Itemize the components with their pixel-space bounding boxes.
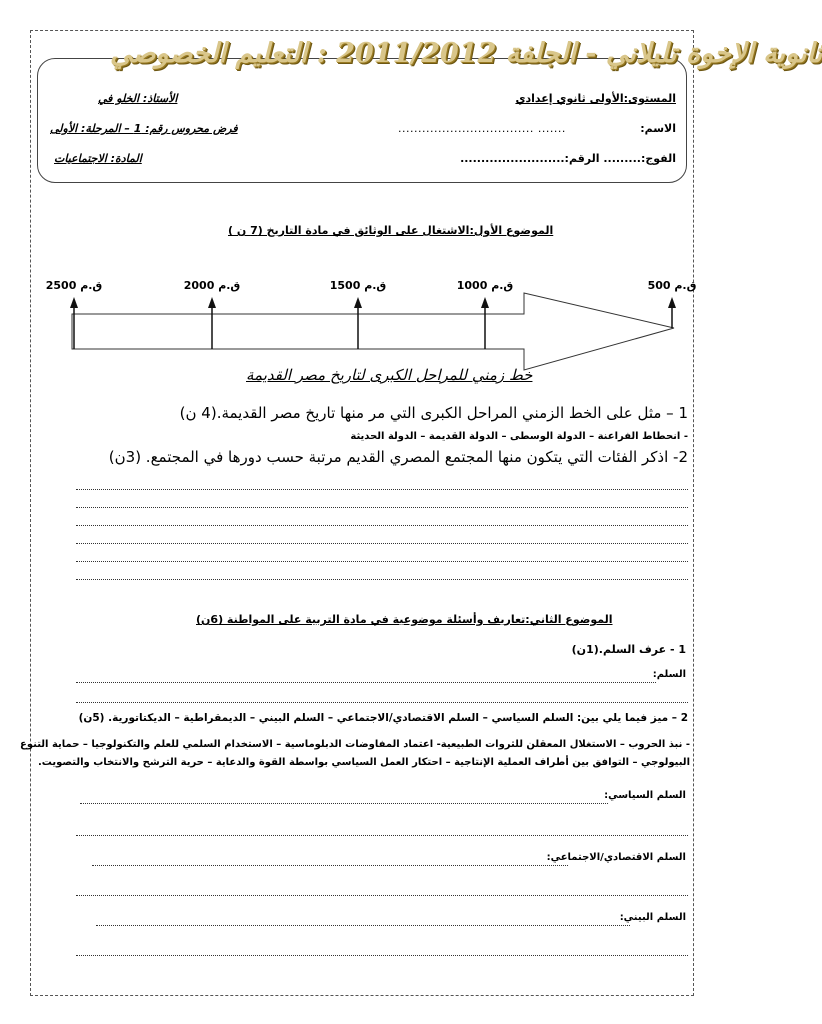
timeline-caption: خط زمني للمراحل الكبرى لتاريخ مصر القديمة [246,366,533,384]
environmental-peace-label: السلم البيني: [619,912,686,923]
answer-line[interactable] [80,791,608,804]
topic2-q2-line2: البيولوجي – التوافق بين أطراف العملية الإنتاجية – احتكار العمل السياسي بواسطة القوة والدعاية – حرية الترشح والانتخاب والتصويت. [37,757,690,768]
answer-line[interactable] [76,531,688,544]
topic2-q2: 2 – ميز فيما يلي بين: السلم السياسي – السلم الاقتصادي/الاجتماعي – السلم البيني – الديمقراطية – الديكتاتورية. (5ن) [78,712,688,724]
economic-peace-label: السلم الاقتصادي/الاجتماعي: [546,852,686,863]
answer-line[interactable] [76,690,688,703]
topic1-q1-hint: - انحطاط الفراعنة – الدولة الوسطى – الدولة القديمة – الدولة الحديثة [350,431,688,442]
topic2-q2-line1: - نبذ الحروب – الاستغلال المعقلن للثروات الطبيعية- اعتماد المفاوضات الدبلوماسية – الاستخدام السلمي للعلم والتكنولوجيا – حماية التنوع [20,739,690,750]
answer-line[interactable] [76,567,688,580]
topic1-title: الموضوع الأول:الاشتغال على الوثائق في مادة التاريخ (7 ن ) [228,224,554,237]
answer-line[interactable] [76,670,656,683]
banner-title: ثانوية الإخوة تليلاني - الجلفة 2011/2012 : التعليم الخصوصي [110,38,822,69]
topic2-q1: 1 - عرف السلم.(1ن) [571,643,686,656]
answer-line[interactable] [76,823,688,836]
topic2-title: الموضوع الثاني:تعاريف وأسئلة موضوعية في مادة التربية على المواطنة (6ن) [196,613,613,626]
tick-arrowhead [354,297,362,308]
name-dots: .................................. ....... [398,122,566,135]
tick-label: 1500 ق.م [329,279,387,292]
tick-label: 1000 ق.م [456,279,514,292]
answer-line[interactable] [92,853,568,866]
level-label: المستوى:الأولى ثانوي إعدادي [515,92,676,105]
subject-label: المادة: الاجتماعيات [54,152,142,165]
tick-arrowhead [208,297,216,308]
answer-line[interactable] [96,913,630,926]
tick-arrowhead [481,297,489,308]
answer-line[interactable] [76,943,688,956]
topic1-q2: 2- اذكر الفئات التي يتكون منها المجتمع المصري القديم مرتبة حسب دورها في المجتمع. (3ن) [108,448,688,466]
answer-line[interactable] [76,513,688,526]
answer-line[interactable] [76,477,688,490]
political-peace-label: السلم السياسي: [604,790,686,801]
test-info: فرض محروس رقم: 1 – المرحلة: الأولى [50,122,238,135]
answer-line[interactable] [76,495,688,508]
answer-line[interactable] [76,549,688,562]
tick-arrowhead [668,297,676,308]
peace-label: السلم: [652,669,686,680]
timeline-arrow [72,293,674,370]
name-label: الاسم: [640,122,676,135]
answer-line[interactable] [76,883,688,896]
topic1-q1: 1 – مثل على الخط الزمني المراحل الكبرى التي مر منها تاريخ مصر القديمة.(4 ن) [179,404,688,422]
tick-arrowhead [70,297,78,308]
group-label: الفوج:......... الرقم:......................... [460,152,676,165]
tick-label: 2500 ق.م [45,279,103,292]
tick-label: 2000 ق.م [183,279,241,292]
teacher-label: الأستاذ: الخلو في [98,92,178,105]
tick-label: 500 ق.م [647,279,697,292]
